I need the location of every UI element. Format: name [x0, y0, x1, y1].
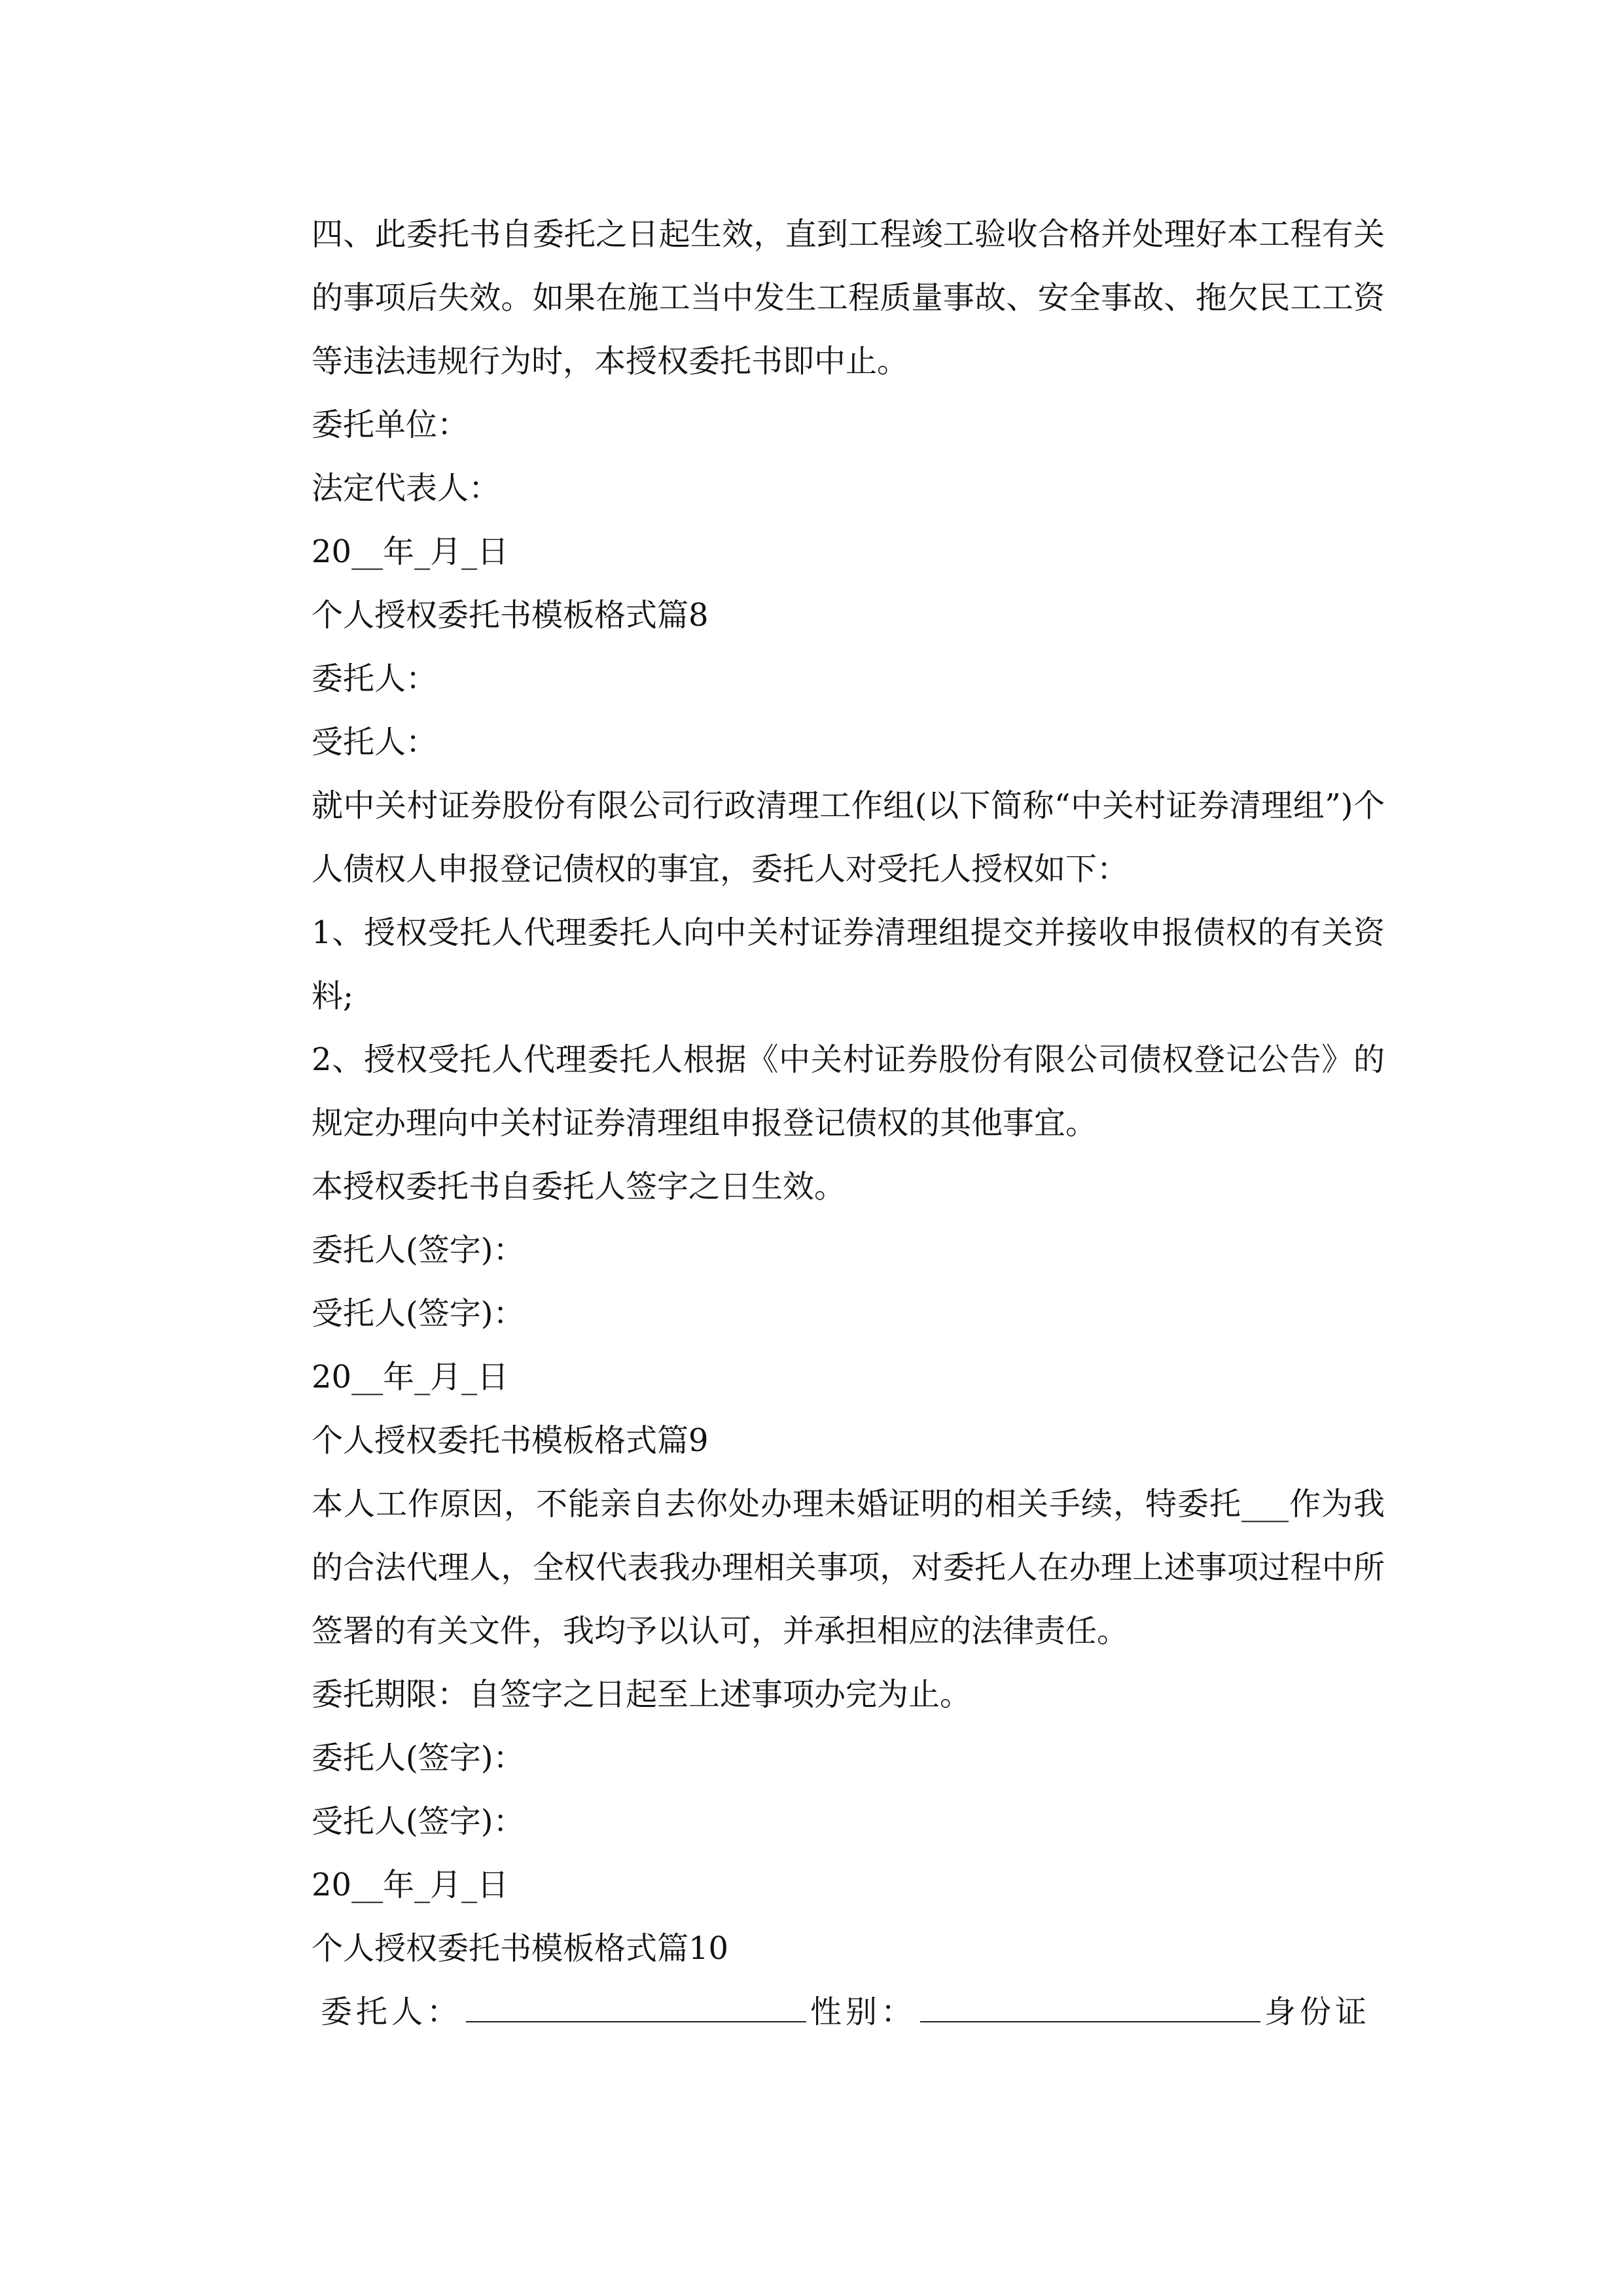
paragraph-agent: 受托人：: [312, 724, 438, 761]
paragraph-authorization-item-1: 1、授权受托人代理委托人向中关村证券清理组提交并接收申报债权的有关资料;: [312, 914, 1385, 1014]
section-heading-8: 个人授权委托书模板格式篇8: [312, 597, 709, 634]
paragraph-clause-four: 四、此委托书自委托之日起生效，直到工程竣工验收合格并处理好本工程有关的事项后失效。如果在施工当中发生工程质量事故、安全事故、拖欠民工工资等违法违规行为时，本授权委托书即中止。: [312, 216, 1385, 380]
paragraph-legal-representative: 法定代表人：: [312, 470, 501, 507]
id-card-label: 身份证: [1264, 1994, 1371, 2030]
paragraph-date: 20__年_月_日: [312, 1359, 509, 1395]
paragraph-effective: 本授权委托书自委托人签字之日生效。: [312, 1168, 846, 1205]
paragraph-client: 委托人：: [312, 660, 438, 697]
section-heading-9: 个人授权委托书模板格式篇9: [312, 1422, 709, 1459]
paragraph-entrustment-period: 委托期限：自签字之日起至上述事项办完为止。: [312, 1676, 972, 1713]
paragraph-client-signature: 委托人(签字)：: [312, 1740, 525, 1776]
paragraph-client-signature: 委托人(签字)：: [312, 1232, 525, 1268]
paragraph-date: 20__年_月_日: [312, 533, 509, 570]
gender-label: 性别：: [810, 1994, 917, 2030]
paragraph-authorization-item-2: 2、授权受托人代理委托人根据《中关村证券股份有限公司债权登记公告》的规定办理向中关村证券清理组申报登记债权的其他事宜。: [312, 1041, 1385, 1141]
paragraph-authorization-intro: 就中关村证券股份有限公司行政清理工作组(以下简称“中关村证券清理组”)个人债权人申报登记债权的事宜，委托人对受托人授权如下：: [312, 787, 1385, 888]
client-name-blank: [466, 1984, 806, 2022]
paragraph-entrusting-unit: 委托单位：: [312, 406, 469, 443]
document-body: [246, 203, 1385, 2044]
client-label: 委托人：: [321, 1994, 463, 2030]
client-info-form-line: [246, 1981, 1385, 2044]
paragraph-date: 20__年_月_日: [312, 1867, 509, 1903]
paragraph-agent-signature: 受托人(签字)：: [312, 1295, 525, 1332]
gender-blank: [920, 1984, 1260, 2022]
paragraph-agent-signature: 受托人(签字)：: [312, 1803, 525, 1840]
section-heading-10: 个人授权委托书模板格式篇10: [312, 1930, 729, 1967]
paragraph-entrustment-reason: 本人工作原因，不能亲自去你处办理未婚证明的相关手续，特委托___作为我的合法代理人，全权代表我办理相关事项，对委托人在办理上述事项过程中所签署的有关文件，我均予以认可，并承担相应的法律责任。: [312, 1486, 1385, 1649]
